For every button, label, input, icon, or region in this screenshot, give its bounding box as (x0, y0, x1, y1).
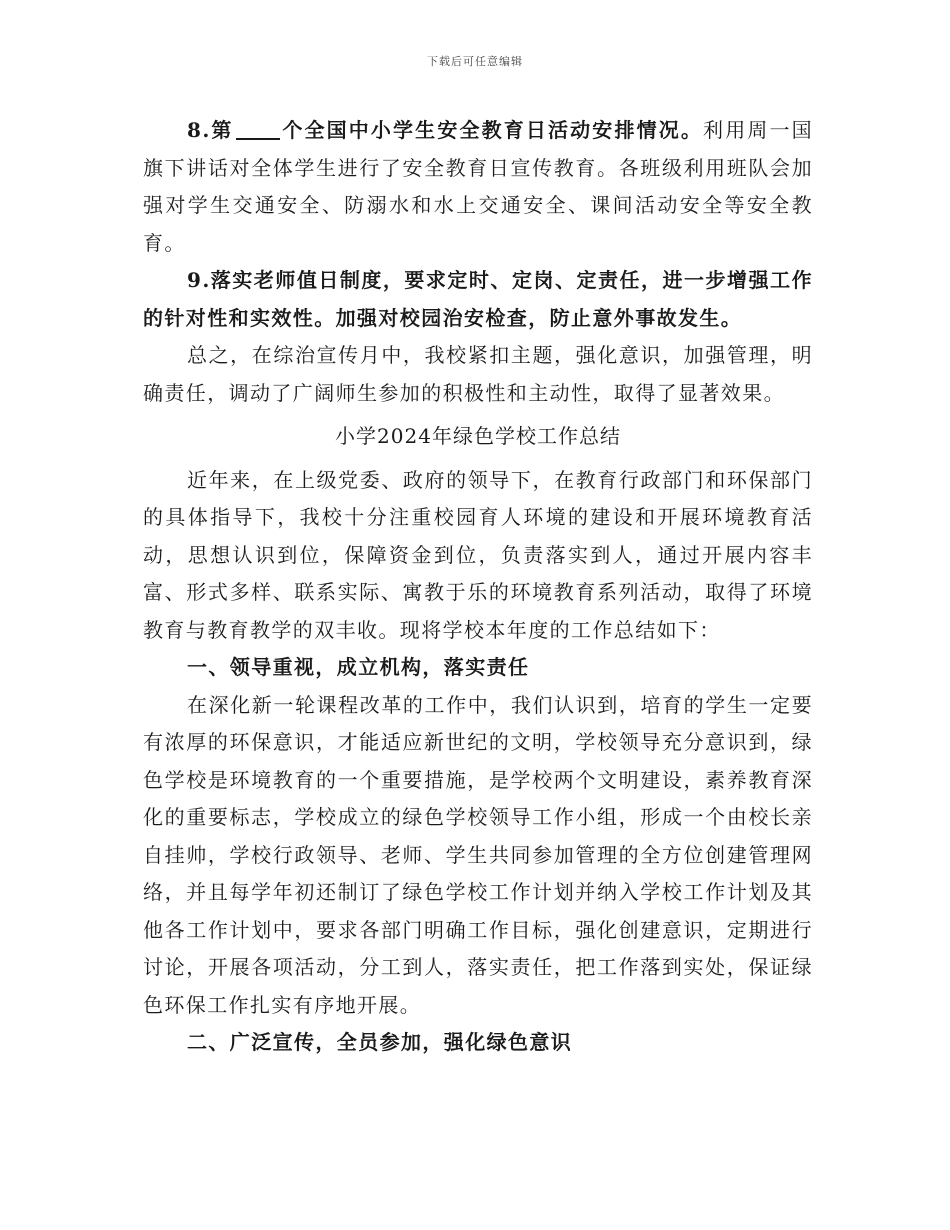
page-header: 下载后可任意编辑 (427, 55, 523, 68)
section-2-heading: 二、广泛宣传，全员参加，强化绿色意识 (187, 1030, 573, 1054)
item-8-paragraph (143, 112, 813, 262)
section-1-body: 在深化新一轮课程改革的工作中，我们认识到，培育的学生一定要有浓厚的环保意识，才能适应新世纪的文明，学校领导充分意识到，绿色学校是环境教育的一个重要措施，是学校两个文明建设，素养教育深化的重要标志，学校成立的绿色学校领导工作小组，形成一个由校长亲自挂帅，学校行政领导、老师、学生共同参加管理的全方位创建管理网络，并且每学年初还制订了绿色学校工作计划并纳入学校工作计划及其他各工作计划中，要求各部门明确工作目标，强化创建意识，定期进行讨论，开展各项活动，分工到人，落实责任，把工作落到实处，保证绿色环保工作扎实有序地开展。 (143, 692, 813, 1017)
document-title: 小学2024年绿色学校工作总结 (335, 424, 621, 448)
summary-paragraph: 总之，在综治宣传月中，我校紧扣主题，强化意识，加强管理，明确责任，调动了广阔师生参加的积极性和主动性，取得了显著效果。 (143, 343, 813, 405)
fill-in-blank (236, 118, 280, 140)
document-body (143, 112, 813, 1062)
item-8-bold-a: 第 (210, 118, 234, 142)
item-9-paragraph: 9.落实老师值日制度，要求定时、定岗、定责任，进一步增强工作的针对性和实效性。加强对校园治安检查，防止意外事故发生。 (143, 268, 813, 330)
item-8-text: 利用周一国旗下讲话对全体学生进行了安全教育日宣传教育。各班级利用班队会加强对学生交通安全、防溺水和水上交通安全、课间活动安全等安全教育。 (143, 118, 814, 255)
intro-paragraph: 近年来，在上级党委、政府的领导下，在教育行政部门和环保部门的具体指导下，我校十分注重校园育人环境的建设和开展环境教育活动，思想认识到位，保障资金到位，负责落实到人，通过开展内容丰富、形式多样、联系实际、寓教于乐的环境教育系列活动，取得了环境教育与教育教学的双丰收。现将学校本年度的工作总结如下： (143, 467, 813, 642)
section-1-heading: 一、领导重视，成立机构，落实责任 (187, 655, 530, 679)
item-8-bold-b: 个全国中小学生安全教育日活动安排情况 (281, 118, 681, 142)
item-8-bold-end: 。 (680, 118, 704, 142)
item-8-number: 8. (187, 118, 211, 142)
